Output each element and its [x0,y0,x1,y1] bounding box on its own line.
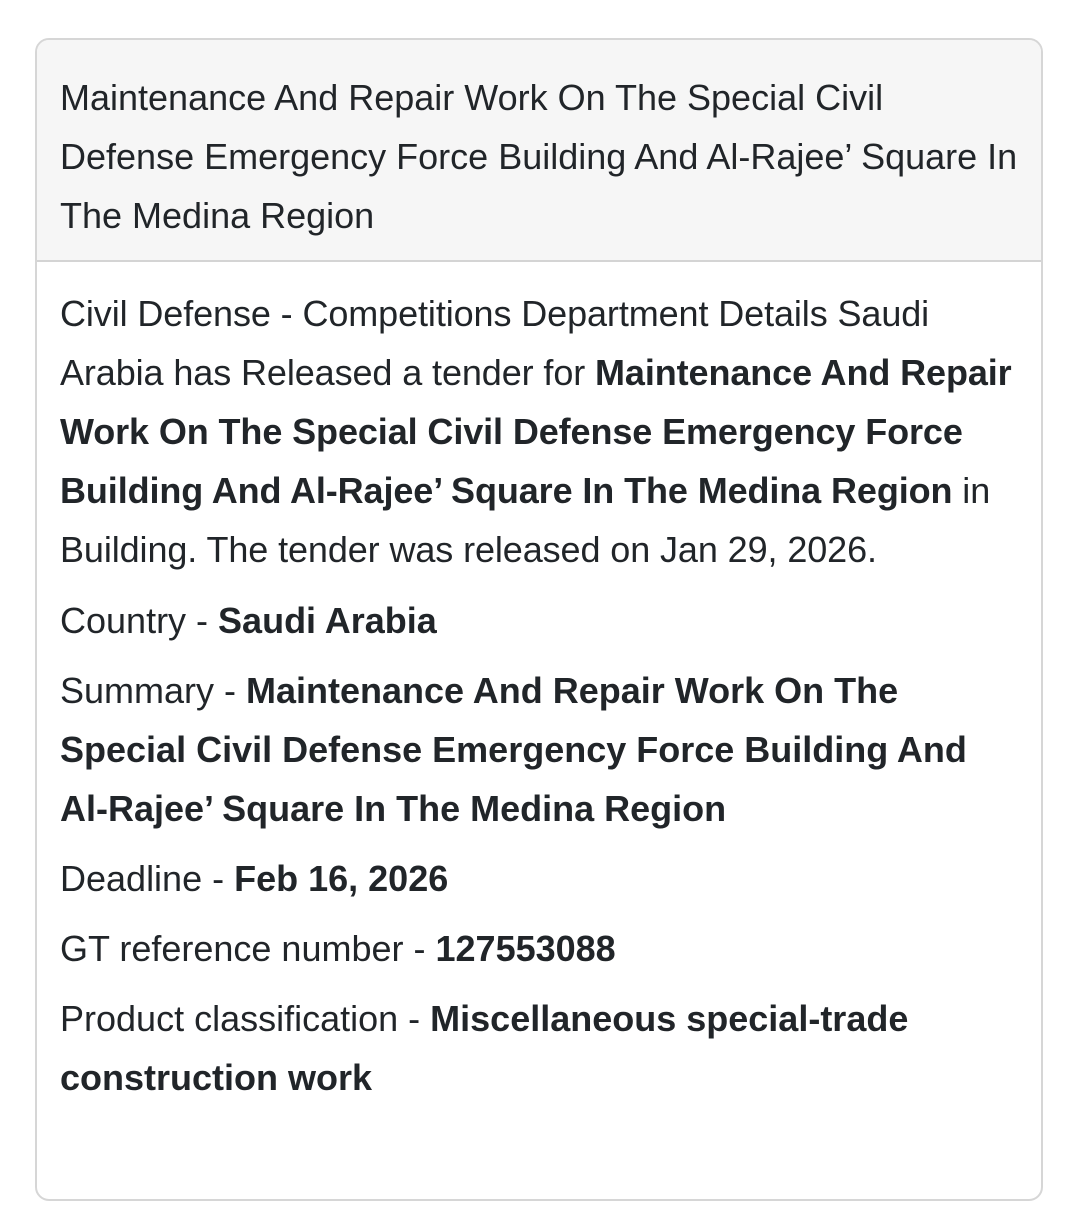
tender-details [37,262,1041,1107]
field-country [60,591,1019,650]
description-text: Civil Defense - Competitions Department Details Saudi Arabia has Released a tender for [60,293,930,393]
field-value: Miscellaneous special-trade construction work [60,998,909,1098]
field-label: GT reference number - [60,928,436,969]
description-text-end: in Building. The tender was released on Jan 29, 2026. [60,470,991,570]
field-value: Saudi Arabia [218,600,437,641]
field-product-classification [60,989,1019,1107]
tender-title[interactable]: Maintenance And Repair Work On The Special Civil Defense Emergency Force Building And Al-Rajee’ Square In The Medina Region [37,40,1041,262]
field-value: 127553088 [435,928,616,969]
field-label: Deadline - [60,858,235,899]
field-summary [60,661,1019,838]
field-gt-reference [60,919,1019,978]
field-value: Maintenance And Repair Work On The Special Civil Defense Emergency Force Building And Al-Rajee’ Square In The Medina Region [60,670,967,829]
field-label: Summary - [60,670,247,711]
field-label: Product classification - [60,998,431,1039]
field-deadline [60,849,1019,908]
field-label: Country - [60,600,219,641]
tender-description [60,284,1019,579]
tender-card [35,38,1043,1201]
field-value: Feb 16, 2026 [234,858,449,899]
description-tender-title: Maintenance And Repair Work On The Special Civil Defense Emergency Force Building And Al-Rajee’ Square In The Medina Region [60,352,1012,511]
